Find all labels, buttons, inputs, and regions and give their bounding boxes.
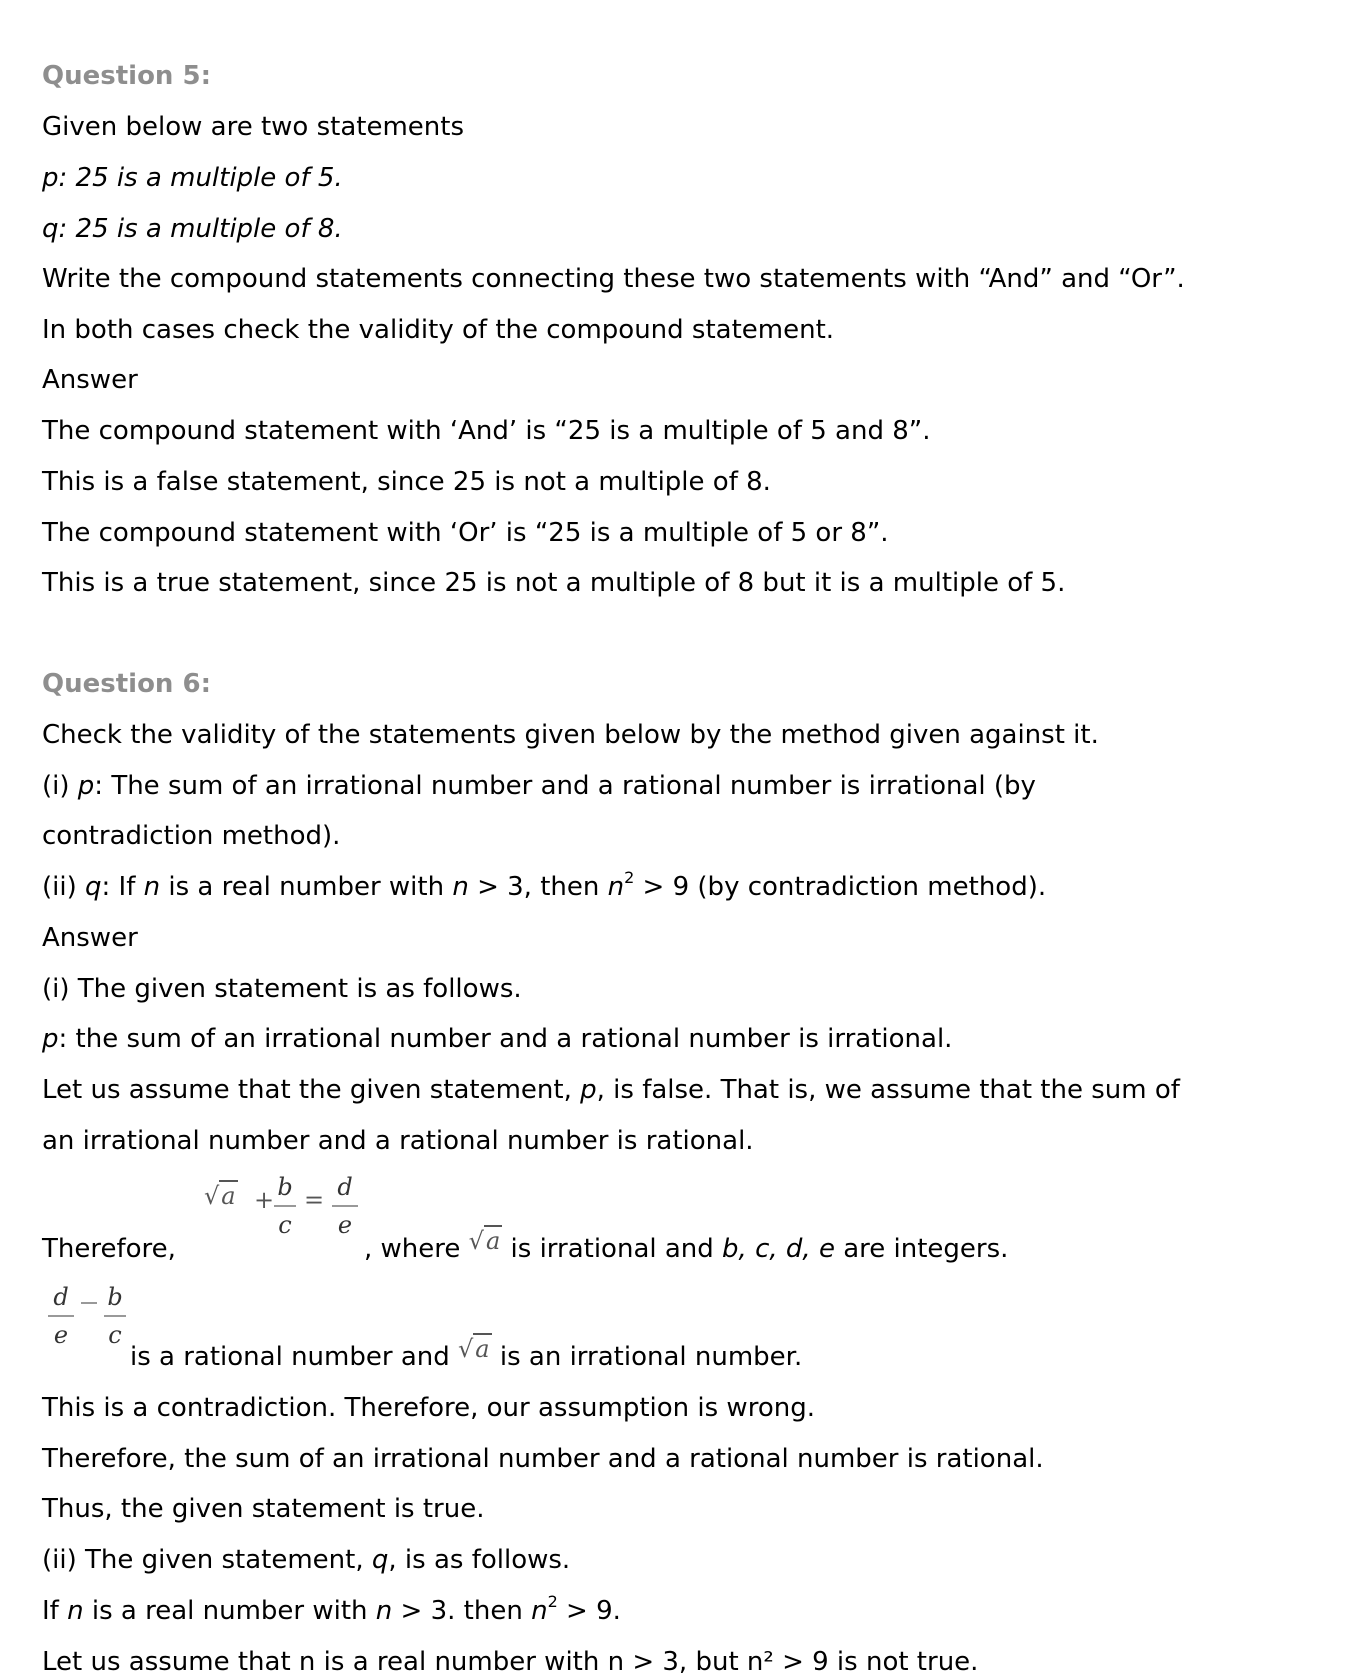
- therefore-label: Therefore,: [42, 1234, 176, 1264]
- q5-task-2: In both cases check the validity of the compound statement.: [42, 315, 835, 345]
- q6-part-i-cont: contradiction method).: [42, 821, 341, 851]
- conclusion-2: Therefore, the sum of an irrational number and a rational number is rational.: [42, 1444, 1044, 1474]
- denominator: c: [278, 1211, 292, 1239]
- var-p: p: [42, 1024, 59, 1054]
- question-6-heading: Question 6:: [42, 669, 211, 699]
- var-n: n: [607, 872, 625, 902]
- q6-assumption-1: [42, 1074, 1180, 1106]
- q5-answer-line-1: The compound statement with ‘And’ is “25 is a multiple of 5 and 8”.: [42, 416, 931, 446]
- text: are integers.: [834, 1234, 1009, 1264]
- numerator: d: [337, 1173, 353, 1201]
- text: (ii) The given statement,: [42, 1545, 372, 1575]
- text: Let us assume that the given statement,: [42, 1075, 581, 1105]
- numerator: b: [107, 1283, 123, 1311]
- variables: b, c, d, e: [722, 1234, 835, 1264]
- var-q: q: [371, 1545, 389, 1575]
- q6-answer-ii-intro: [42, 1544, 570, 1576]
- text: : the sum of an irrational number and a rational number is irrational.: [58, 1024, 953, 1054]
- q5-answer-line-3: The compound statement with ‘Or’ is “25 is a multiple of 5 or 8”.: [42, 518, 889, 548]
- plus-sign: +: [254, 1186, 275, 1214]
- var-n: n: [531, 1596, 548, 1626]
- radicand: a: [485, 1227, 501, 1255]
- radicand: a: [475, 1335, 490, 1363]
- q5-answer-label: Answer: [42, 365, 138, 395]
- q6-answer-i-intro: (i) The given statement is as follows.: [42, 974, 522, 1004]
- q6-answer-ii-statement: [42, 1592, 621, 1627]
- text: Let us assume that n is a real number with n > 3, but n² > 9 is not true.: [42, 1647, 979, 1677]
- denominator: c: [108, 1321, 122, 1349]
- part-i-text: : The sum of an irrational number and a rational number is irrational (by: [94, 771, 1036, 801]
- var-n: n: [67, 1596, 84, 1626]
- rational-irrational-line: [130, 1335, 803, 1373]
- exponent: 2: [624, 868, 635, 887]
- text: > 9 (by contradiction method).: [634, 872, 1047, 902]
- text: : If: [101, 872, 144, 902]
- fraction-bar: [48, 1315, 74, 1317]
- fraction-bar: [104, 1315, 126, 1317]
- text: is irrational and: [502, 1234, 723, 1264]
- sqrt-a: √a: [468, 1227, 501, 1255]
- q5-intro: Given below are two statements: [42, 112, 465, 142]
- text: is a rational number and: [130, 1342, 458, 1372]
- denominator: e: [53, 1321, 69, 1349]
- cut-off-next-line: [42, 1647, 1072, 1677]
- denominator: e: [337, 1211, 353, 1239]
- minus-sign: [81, 1302, 97, 1304]
- exponent: 2: [547, 1592, 558, 1611]
- q6-assumption-2: an irrational number and a rational number is rational.: [42, 1126, 754, 1156]
- fraction-d-over-e: [48, 1282, 74, 1350]
- var-q: q: [85, 872, 102, 902]
- var-p: p: [77, 771, 95, 801]
- text: > 3, then: [468, 872, 608, 902]
- q5-answer-line-2: This is a false statement, since 25 is not a multiple of 8.: [42, 467, 771, 497]
- q-text: q: 25 is a multiple of 8.: [42, 214, 343, 244]
- part-i-prefix: (i): [42, 771, 78, 801]
- q6-answer-i-statement: [42, 1023, 952, 1055]
- numerator: d: [53, 1283, 69, 1311]
- var-n: n: [143, 872, 161, 902]
- numerator: b: [277, 1173, 293, 1201]
- text: If: [42, 1596, 68, 1626]
- q6-intro: Check the validity of the statements given below by the method given against it.: [42, 720, 1099, 750]
- radicand: a: [221, 1182, 236, 1210]
- q6-answer-label: Answer: [42, 923, 138, 953]
- text: is a real number with: [83, 1596, 376, 1626]
- fraction-b-over-c: [104, 1282, 126, 1350]
- var-p: p: [580, 1075, 597, 1105]
- equals-sign: =: [304, 1186, 325, 1214]
- var-n: n: [452, 872, 469, 902]
- text: , is false. That is, we assume that the sum of: [596, 1075, 1180, 1105]
- text: is an irrational number.: [491, 1342, 803, 1372]
- q5-answer-line-4: This is a true statement, since 25 is not a multiple of 8 but it is a multiple of 5.: [42, 568, 1066, 598]
- sqrt-symbol: √a: [204, 1182, 236, 1210]
- text: > 3. then: [392, 1596, 532, 1626]
- text: is a real number with: [160, 872, 453, 902]
- where-clause: [364, 1227, 1009, 1265]
- q5-statement-p: [42, 162, 343, 194]
- var-n: n: [375, 1596, 393, 1626]
- fraction-b-over-c: [274, 1172, 296, 1240]
- q6-part-ii: [42, 868, 1047, 903]
- fraction-bar: [274, 1205, 296, 1207]
- sqrt-a: √a: [458, 1335, 490, 1363]
- fraction-bar: [332, 1205, 358, 1207]
- part-ii-prefix: (ii): [42, 872, 85, 902]
- question-5-heading: Question 5:: [42, 61, 211, 91]
- text: , where: [364, 1234, 461, 1264]
- text: > 9.: [557, 1596, 621, 1626]
- q6-part-i: [42, 770, 1036, 802]
- text: , is as follows.: [388, 1545, 571, 1575]
- q5-statement-q: [42, 213, 343, 245]
- conclusion-1: This is a contradiction. Therefore, our assumption is wrong.: [42, 1393, 815, 1423]
- var-p: p: [42, 163, 59, 193]
- conclusion-3: Thus, the given statement is true.: [42, 1494, 485, 1524]
- fraction-d-over-e: [332, 1172, 358, 1240]
- q5-task-1: Write the compound statements connecting these two statements with “And” and “Or”.: [42, 264, 1185, 294]
- p-text: : 25 is a multiple of 5.: [58, 163, 343, 193]
